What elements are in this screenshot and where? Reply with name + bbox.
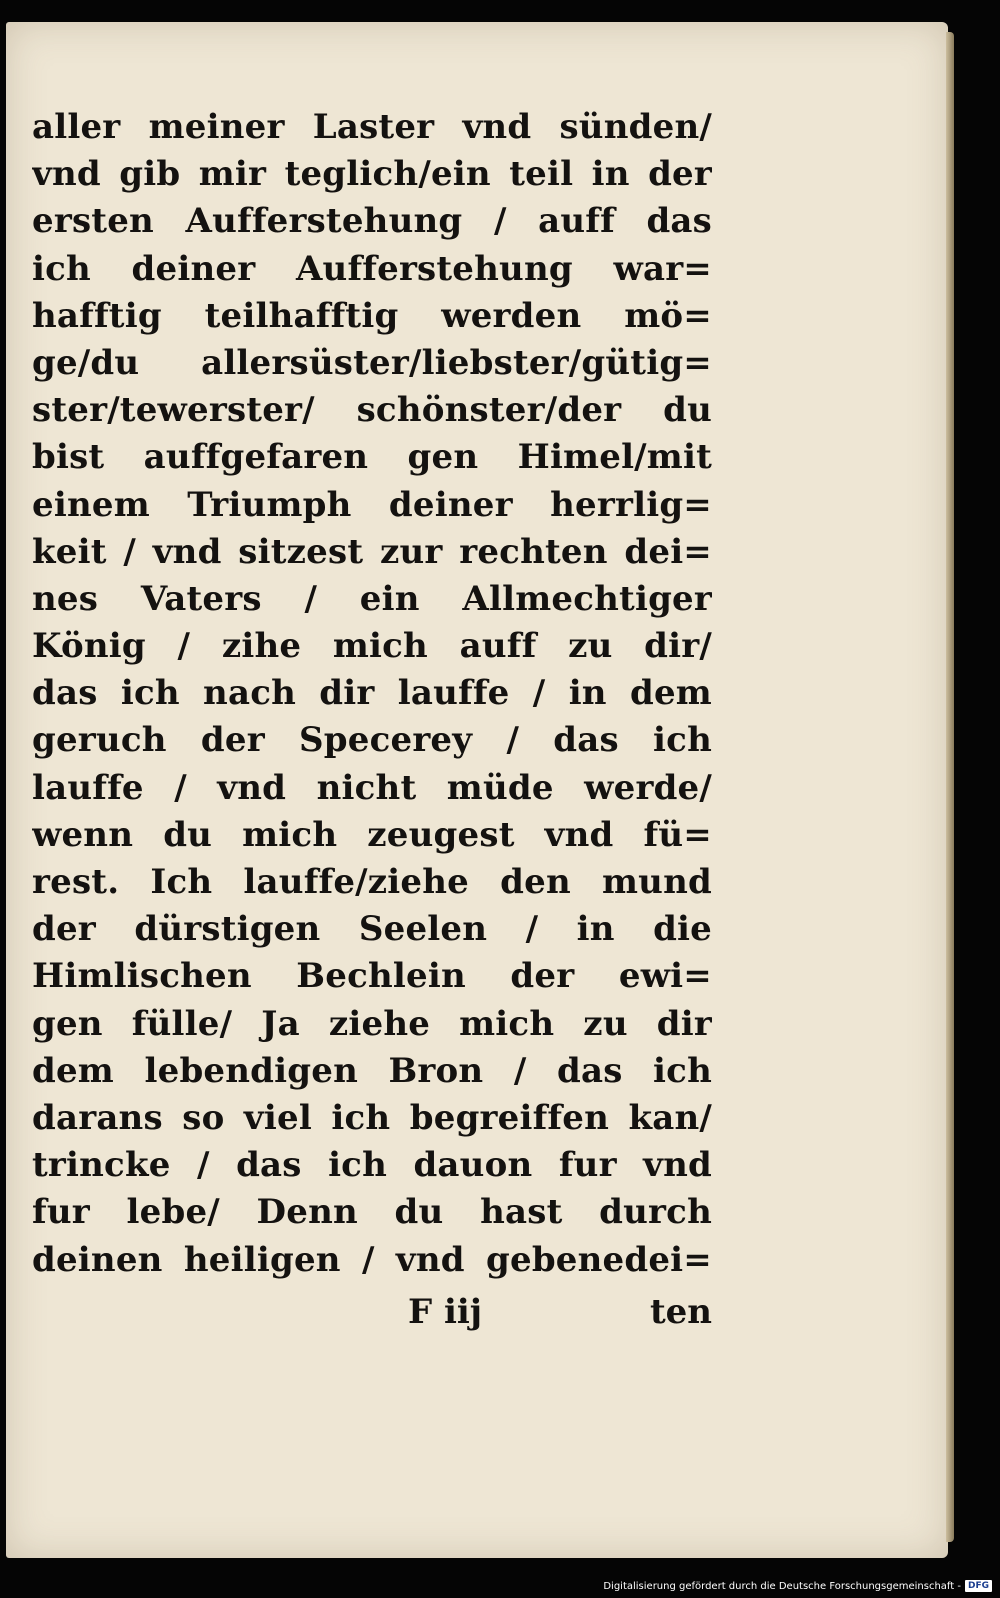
text-line: darans so viel ich begreiffen kan/: [32, 1097, 712, 1138]
digitization-footer: [603, 1578, 992, 1594]
text-line: vnd gib mir teglich/ein teil in der: [32, 154, 712, 195]
signature-row: [32, 1292, 712, 1342]
text-line: wenn du mich zeugest vnd fü=: [32, 814, 712, 855]
text-line: einem Triumph deiner herrlig=: [32, 484, 712, 525]
text-line: König / zihe mich auff zu dir/: [32, 626, 712, 667]
text-line: rest. Ich lauffe/ziehe den mund: [32, 862, 712, 902]
catchword: ten: [649, 1292, 712, 1332]
text-line: ich deiner Aufferstehung war=: [32, 248, 712, 289]
signature-mark: F iij: [408, 1292, 483, 1332]
footer-credit: Digitalisierung gefördert durch die Deutsche Forschungsgemeinschaft -: [603, 1580, 961, 1592]
text-line: bist auffgefaren gen Himel/mit: [32, 437, 712, 478]
text-line: dem lebendigen Bron / das ich: [32, 1050, 712, 1091]
text-line: ersten Aufferstehung / auff das: [32, 201, 712, 242]
text-line: geruch der Specerey / das ich: [32, 720, 712, 761]
dfg-logo-icon: DFG: [965, 1580, 992, 1592]
text-line: fur lebe/ Denn du hast durch: [32, 1192, 712, 1233]
book-page: [6, 22, 948, 1558]
text-line: lauffe / vnd nicht müde werde/: [32, 767, 712, 808]
text-line: der dürstigen Seelen / in die: [32, 909, 712, 950]
text-line: keit / vnd sitzest zur rechten dei=: [32, 531, 712, 572]
text-line: hafftig teilhafftig werden mö=: [32, 295, 712, 336]
text-line: das ich nach dir lauffe / in dem: [32, 673, 712, 714]
text-line: Himlischen Bechlein der ewi=: [32, 956, 712, 997]
text-line: aller meiner Laster vnd sünden/: [32, 107, 712, 147]
page-text: [32, 104, 712, 1284]
text-line: nes Vaters / ein Allmechtiger: [32, 578, 712, 619]
page-edge: [946, 32, 954, 1542]
text-line: ge/du allersüster/liebster/gütig=: [32, 342, 712, 383]
text-line: deinen heiligen / vnd gebenedei=: [32, 1239, 712, 1280]
text-line: ster/tewerster/ schönster/der du: [32, 390, 712, 431]
text-line: trincke / das ich dauon fur vnd: [32, 1145, 712, 1186]
text-line: gen fülle/ Ja ziehe mich zu dir: [32, 1003, 712, 1044]
